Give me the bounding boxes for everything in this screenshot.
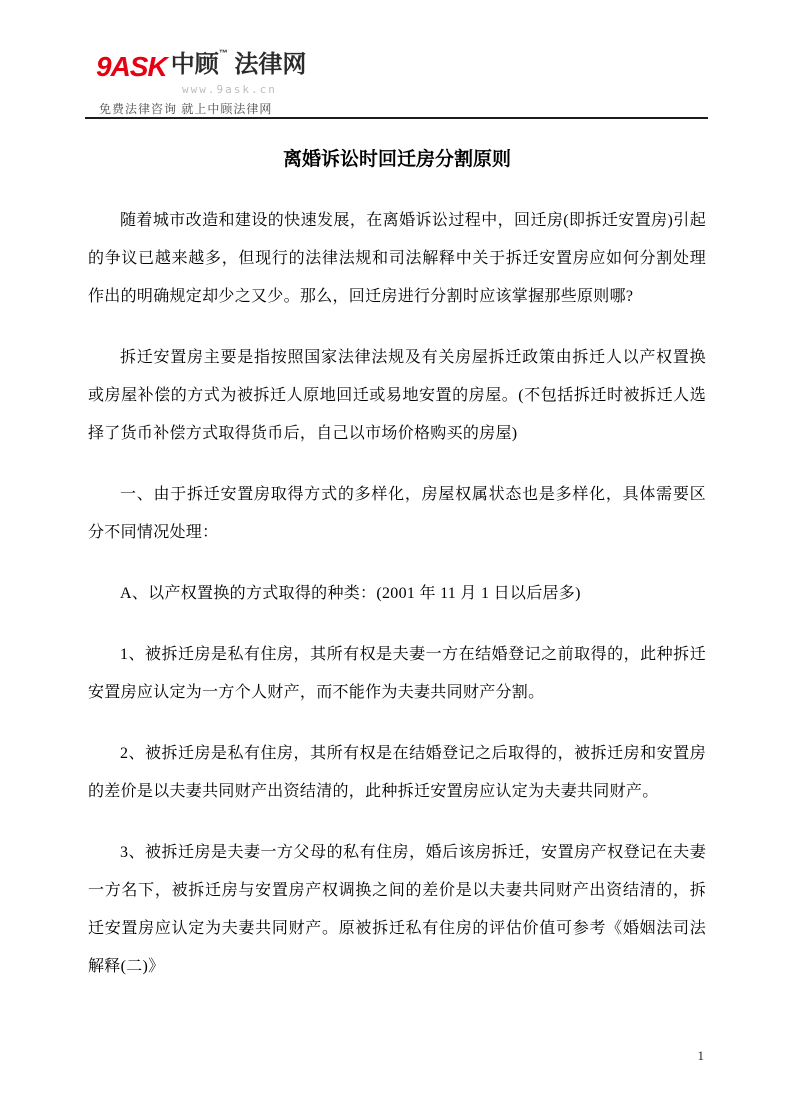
paragraph-item-3: 3、被拆迁房是夫妻一方父母的私有住房，婚后该房拆迁，安置房产权登记在夫妻一方名下，被拆迁房与安置房产权调换之间的差价是以夫妻共同财产出资结清的，拆迁安置房应认定为夫妻共同财产。原被拆迁私有住房的评估价值可参考《婚姻法司法解释(二)》 (88, 844, 706, 975)
logo-zhonggu-text: 中顾 (170, 51, 219, 78)
paragraph-item-1: 1、被拆迁房是私有住房，其所有权是夫妻一方在结婚登记之前取得的，此种拆迁安置房应认定为一方个人财产，而不能作为夫妻共同财产分割。 (88, 646, 706, 701)
page-number: 1 (697, 1048, 704, 1063)
paragraph-intro: 随着城市改造和建设的快速发展，在离婚诉讼过程中，回迁房(即拆迁安置房)引起的争议已越来越多，但现行的法律法规和司法解释中关于拆迁安置房应如何分割处理作出的明确规定却少之又少。那么，回迁房进行分割时应该掌握那些原则哪? (88, 212, 706, 305)
paragraph-definition: 拆迁安置房主要是指按照国家法律法规及有关房屋拆迁政策由拆迁人以产权置换或房屋补偿的方式为被拆迁人原地回迁或易地安置的房屋。(不包括拆迁时被拆迁人选择了货币补偿方式取得货币后，自己以市场价格购买的房屋) (88, 349, 706, 442)
trademark-symbol: ™ (218, 48, 228, 58)
document-title: 离婚诉讼时回迁房分割原则 (282, 149, 511, 170)
site-tagline: 免费法律咨询 就上中顾法律网 (99, 102, 273, 116)
logo-falvwang-text: 法律网 (234, 51, 307, 78)
paragraph-item-2: 2、被拆迁房是私有住房，其所有权是在结婚登记之后取得的，被拆迁房和安置房的差价是以夫妻共同财产出资结清的，此种拆迁安置房应认定为夫妻共同财产。 (88, 745, 706, 800)
site-header (96, 48, 708, 117)
header-divider-line (85, 117, 708, 119)
site-logo (96, 48, 708, 82)
site-url: www.9ask.cn (182, 83, 277, 96)
paragraph-item-a: A、以产权置换的方式取得的种类：(2001 年 11 月 1 日以后居多) (120, 585, 581, 602)
logo-brand-text (170, 48, 307, 78)
document-body (88, 202, 706, 1009)
paragraph-section-one: 一、由于拆迁安置房取得方式的多样化，房屋权属状态也是多样化，具体需要区分不同情况处理： (88, 486, 706, 541)
logo-9ask-icon: 9ASK (96, 51, 167, 82)
